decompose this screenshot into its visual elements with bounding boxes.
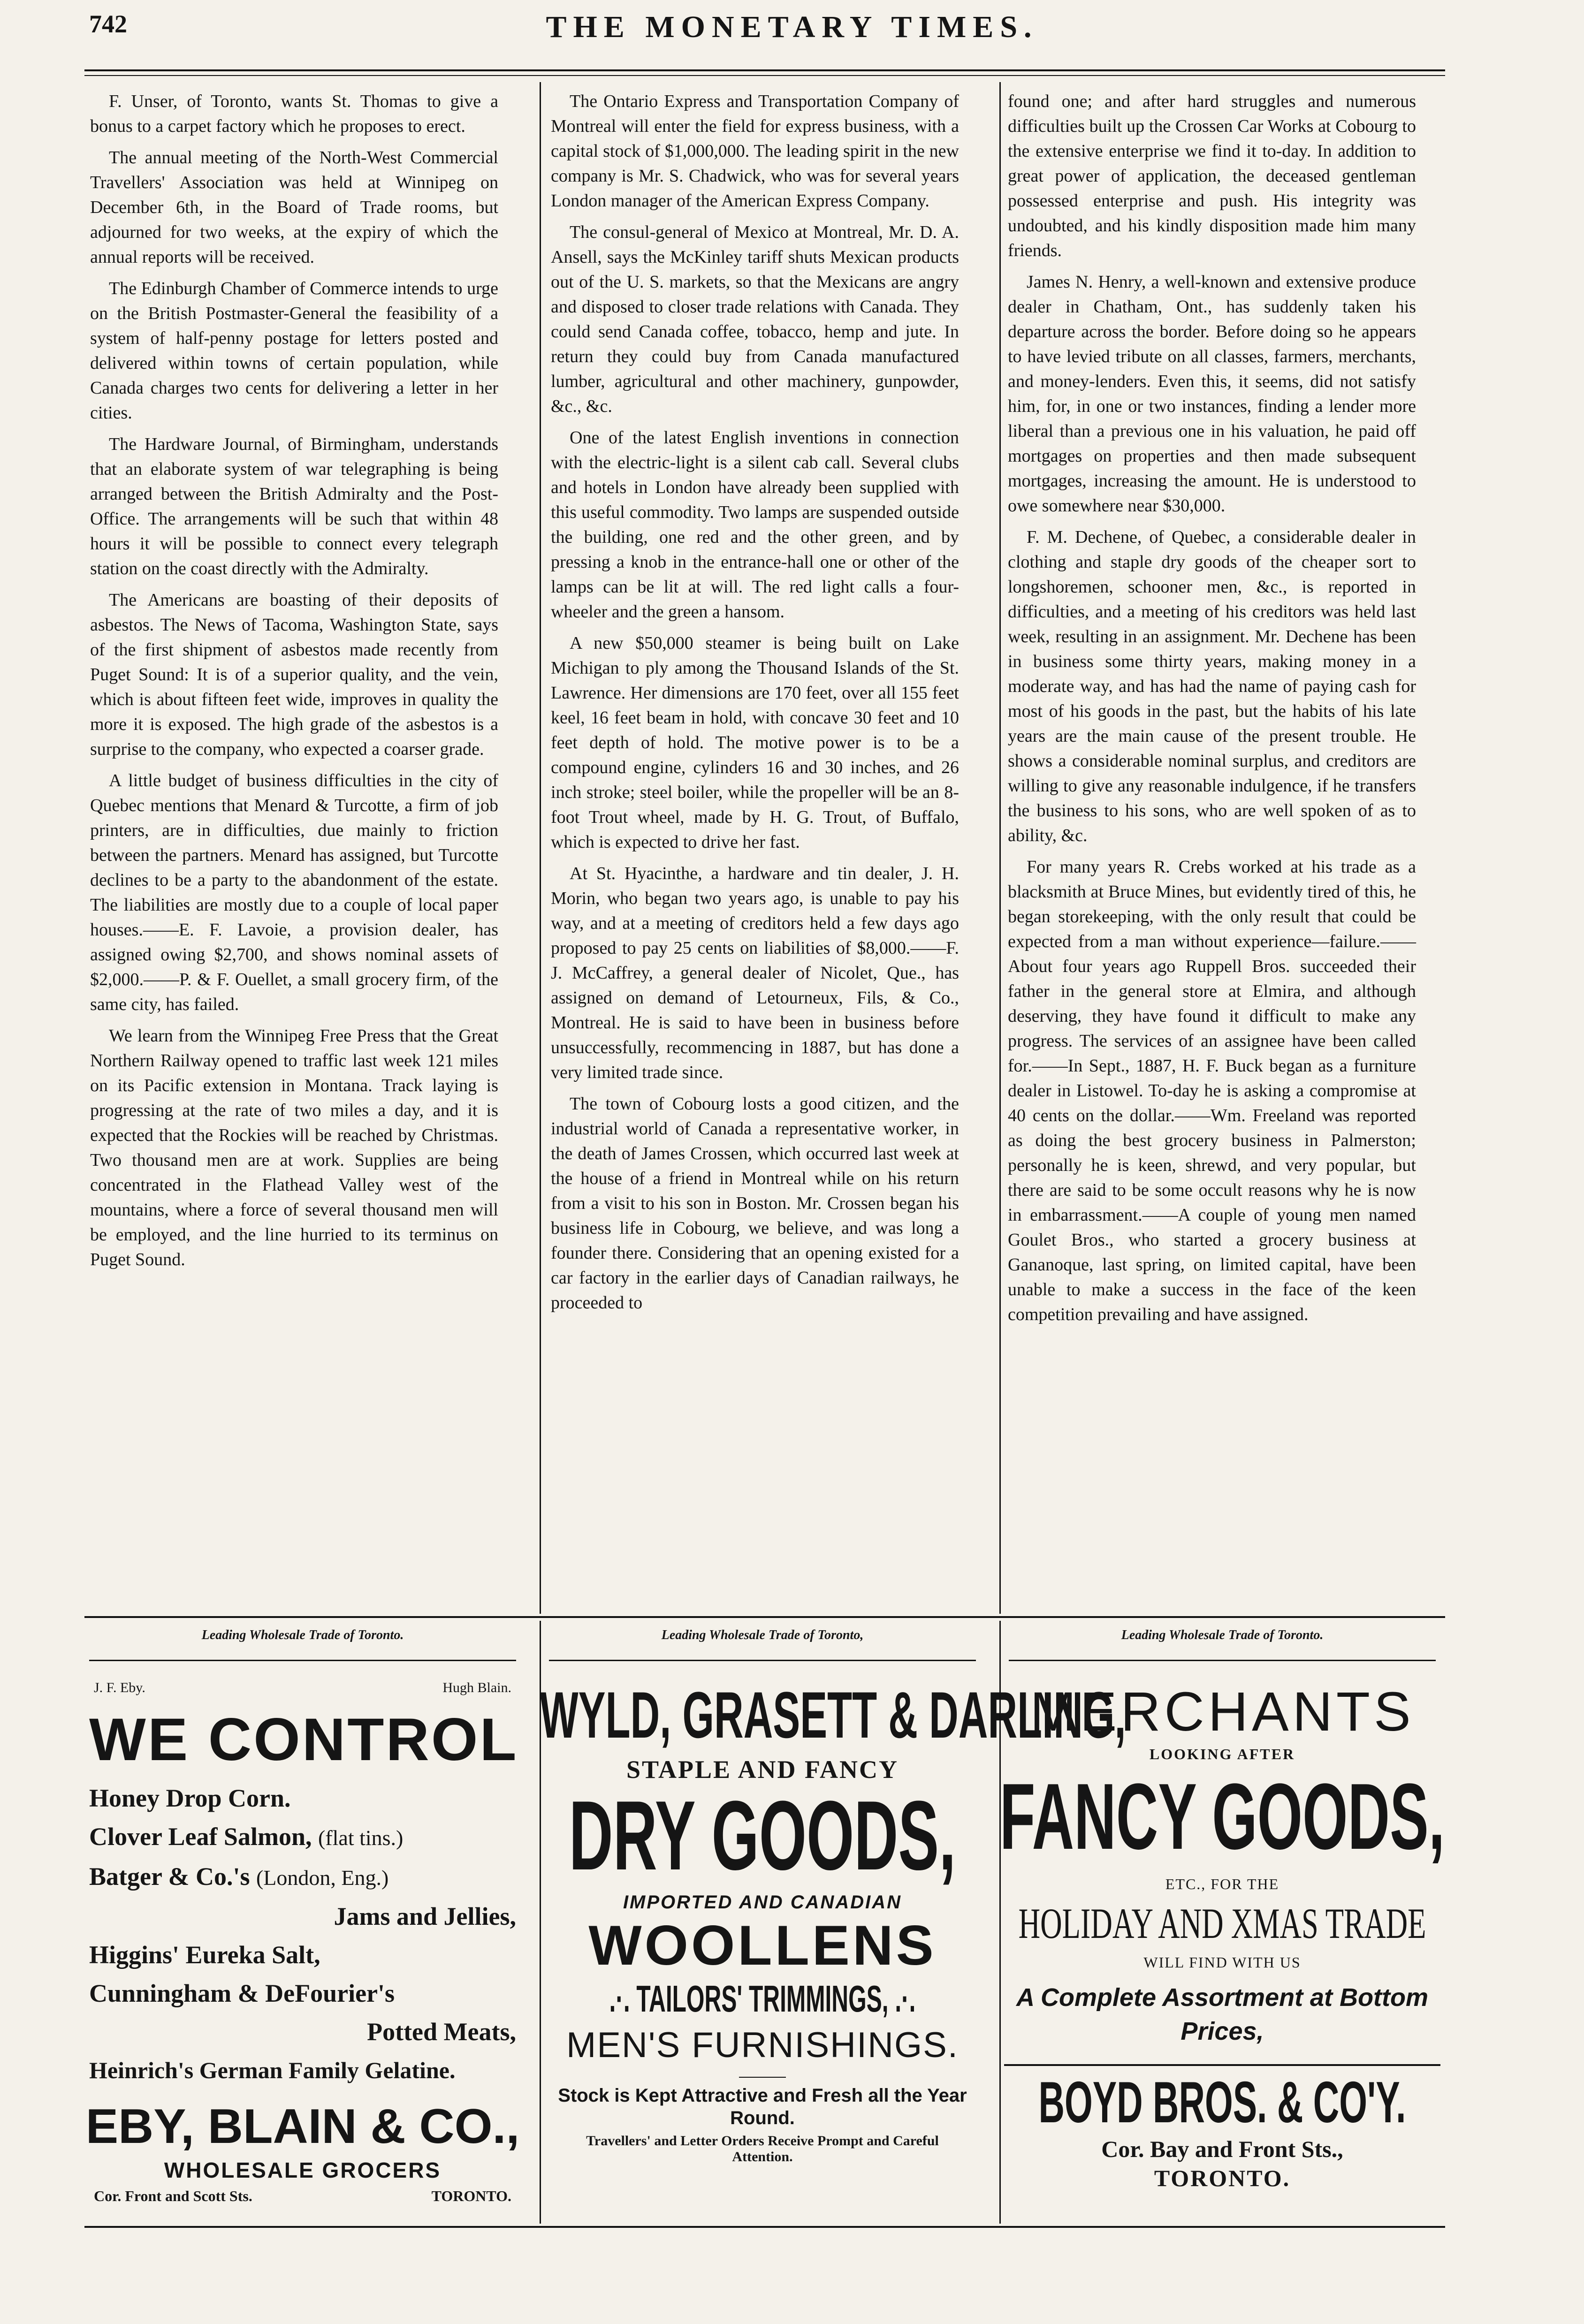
column-divider	[999, 82, 1001, 1614]
product-list	[84, 1779, 521, 2089]
product-item: Jams and Jellies,	[334, 1902, 516, 1930]
article-paragraph: F. Unser, of Toronto, wants St. Thomas to give a bonus to a carpet factory which he proposes to erect.	[90, 91, 498, 136]
footer-rule	[84, 2226, 1445, 2228]
advert-line: A Complete Assortment at Bottom Prices,	[1016, 1983, 1429, 2045]
advert-line: .·. TAILORS' TRIMMINGS, .·.	[609, 1978, 916, 2020]
address-left: Cor. Front and Scott Sts.	[94, 2187, 252, 2204]
advert-heading: Leading Wholesale Trade of Toronto,	[661, 1628, 864, 1642]
advert-rule	[84, 1616, 1445, 1618]
advert-line: MERCHANTS	[1030, 1681, 1415, 1743]
article-paragraph: For many years R. Crebs worked at his trade as a blacksmith at Bruce Mines, but evidently tired of this, he began storekeeping, with the only result that could be expected from a man without experience—failure.——About four years ago Ruppell Bros. succeeded their father in the general store at Elmira, and although deserving, they have found it difficult to make any progress. The services of an assignee have been called for.——In Sept., 1887, H. F. Buck began as a furniture dealer in Listowel. To-day he is asking a compromise at 40 cents on the dollar.——Wm. Freeland was reported as doing the best grocery business in Palmerston; personally he is keen, shrewd, and very popular, but there are said to be some occult reasons why he is now in embarrassment.——A couple of young men named Goulet Bros., who started a grocery business at Gananoque, last spring, on limited capital, have been unable to make a success in the face of the keen competition prevailing and have assigned.	[1008, 857, 1416, 1324]
advert-line: HOLIDAY AND XMAS TRADE	[1018, 1899, 1426, 1947]
advert-line: WOOLLENS	[588, 1914, 937, 1977]
article-paragraph: found one; and after hard struggles and numerous difficulties built up the Crossen Car Works at Cobourg to the extensive enterprise we find it to-day. In addition to great power of application, the deceased gentleman possessed enterprise and push. His integrity was undoubted, and his kindly disposition made him many friends.	[1008, 91, 1416, 260]
product-item: Clover Leaf Salmon, (flat tins.)	[89, 1823, 404, 1851]
column-divider	[540, 82, 541, 1614]
advert-line: IMPORTED AND CANADIAN	[623, 1892, 902, 1913]
advert-heading-rule	[1009, 1660, 1436, 1661]
column-3	[1008, 89, 1416, 1334]
product-item: Potted Meats,	[367, 2018, 516, 2046]
advert-heading: Leading Wholesale Trade of Toronto.	[1121, 1628, 1324, 1642]
partner-names	[84, 1680, 521, 1696]
advert-headline: WE CONTROL	[89, 1706, 518, 1773]
advert-subtitle: WHOLESALE GROCERS	[164, 2158, 442, 2182]
advert-heading-rule	[89, 1660, 516, 1661]
advert-divider	[1004, 2064, 1440, 2066]
article-paragraph: The consul-general of Mexico at Montreal, Mr. D. A. Ansell, says the McKinley tariff shuts Mexican products out of the U. S. markets, so that the Mexicans are angry and disposed to closer trade relations with Canada. They could send Canada coffee, tobacco, hemp and jute. In return they could buy from Canada manufactured lumber, agricultural and other machinery, gunpowder, &c., &c.	[551, 222, 959, 416]
partner-left: J. F. Eby.	[94, 1680, 145, 1695]
article-paragraph: A new $50,000 steamer is being built on Lake Michigan to ply among the Thousand Islands of the St. Lawrence. Her dimensions are 170 feet, over all 155 feet keel, 16 feet beam in hold, with concave 30 feet and 10 feet depth of hold. The motive power is to be a compound engine, cylinders 16 and 30 inches, and 26 inch stroke; steel boiler, while the propeller will be an 8-foot Trout wheel, made by H. G. Trout, of Buffalo, which is expected to drive her fast.	[551, 633, 959, 852]
advert-line: MEN'S FURNISHINGS.	[566, 2025, 959, 2065]
article-paragraph: The Edinburgh Chamber of Commerce intends to urge on the British Postmaster-General the feasibility of a system of half-penny postage for letters posted and delivered within towns of certain population, while Canada charges two cents for delivering a letter in her cities.	[90, 279, 498, 423]
advert-line: FANCY GOODS,	[999, 1764, 1445, 1869]
article-paragraph: The Americans are boasting of their deposits of asbestos. The News of Tacoma, Washington State, says of the first shipment of asbestos made recently from Puget Sound: It is of a superior quality, and the vein, which is about fifteen feet wide, improves in quality the more it is exposed. The high grade of the asbestos is a surprise to the company, who expected a coarser grade.	[90, 590, 498, 759]
header-rule	[84, 69, 1445, 71]
article-paragraph: One of the latest English inventions in connection with the electric-light is a silent cab call. Several clubs and hotels in London have already been supplied with this useful commodity. Two lamps are suspended outside the building, one red and the other green, and by pressing a knob in the entrance-hall one or other of the lamps can be lit at will. The red light calls a four-wheeler and the green a hansom.	[551, 428, 959, 622]
masthead-title: THE MONETARY TIMES.	[546, 10, 1038, 44]
advert-line: Travellers' and Letter Orders Receive Prompt and Careful Attention.	[586, 2133, 939, 2165]
advert-address: Cor. Bay and Front Sts.,	[1101, 2136, 1343, 2162]
column-1	[90, 89, 498, 1279]
article-paragraph: A little budget of business difficulties in the city of Quebec mentions that Menard & Turcotte, a firm of job printers, are in difficulties, due mainly to friction between the partners. Menard has assigned, but Turcotte declines to be a party to the abandonment of the estate. The liabilities are mostly due to a couple of local paper houses.——E. F. Lavoie, a provision dealer, has assigned owing $2,700, and shows nominal assets of $2,000.——P. & F. Ouellet, a small grocery firm, of the same city, has failed.	[90, 771, 498, 1014]
advert-line: LOOKING AFTER	[1149, 1746, 1295, 1762]
article-paragraph: James N. Henry, a well-known and extensive produce dealer in Chatham, Ont., has suddenly taken his departure across the border. Before doing so he appears to have levied tribute on all classes, farmers, merchants, and money-lenders. Even this, it seems, did not satisfy him, for, in one or two instances, finding a lender more liberal than a previous one in his valuation, he paid off mortgages on properties and then made subsequent mortgages, increasing the amount. He is understood to owe somewhere near $30,000.	[1008, 272, 1416, 516]
article-paragraph: We learn from the Winnipeg Free Press that the Great Northern Railway opened to traffic last week 121 miles on its Pacific extension in Montana. Track laying is progressing at the rate of two miles a day, and it is expected that the Rockies will be reached by Christmas. Two thousand men are at work. Supplies are being concentrated in the Flathead Valley west of the mountains, where a force of several thousand men will be employed, and the line hurried to its terminus on Puget Sound.	[90, 1026, 498, 1269]
advert-line: STAPLE AND FANCY	[626, 1755, 899, 1784]
advert-line: Stock is Kept Attractive and Fresh all the Year Round.	[558, 2085, 967, 2128]
article-paragraph: F. M. Dechene, of Quebec, a considerable dealer in clothing and staple dry goods of the cheaper sort to longshoremen, schooner men, &c., is reported in difficulties, and a meeting of his creditors was held last week, resulting in an assignment. Mr. Dechene has been in business some thirty years, making money in a moderate way, and has had the name of paying cash for most of his goods in the past, but the habits of his late years are the main cause of the present trouble. He shows a considerable nominal surplus, and creditors are willing to give any reasonable indulgence, if he transfers the business to his sons, who are well spoken of as to ability, &c.	[1008, 527, 1416, 845]
product-item: Cunningham & DeFourier's	[89, 1979, 395, 2007]
partner-right: Hugh Blain.	[442, 1680, 511, 1695]
advert-boyd-bros	[999, 1623, 1445, 2224]
advert-wyld-grasett	[540, 1623, 1126, 2224]
advert-heading-rule	[549, 1660, 976, 1661]
advert-line: WILL FIND WITH US	[1143, 1954, 1301, 1971]
page-number: 742	[89, 10, 127, 38]
header-rule-thin	[84, 75, 1445, 76]
advert-firm-name: BOYD BROS. & CO'Y.	[1038, 2070, 1406, 2135]
advert-eby-blain	[84, 1623, 521, 2224]
product-item: Batger & Co.'s (London, Eng.)	[89, 1862, 389, 1891]
advert-line: ETC., FOR THE	[1165, 1876, 1279, 1892]
article-paragraph: At St. Hyacinthe, a hardware and tin dealer, J. H. Morin, who began two years ago, is unable to pay his way, and at a meeting of creditors held a few days ago proposed to pay 25 cents on liabilities of $8,000.——F. J. McCaffrey, a general dealer of Nicolet, Que., has assigned on demand of Letourneux, Fils, & Co., Montreal. He is said to have been in business before unsuccessfully, recommencing in 1887, but has done a very limited trade since.	[551, 864, 959, 1082]
advert-firm-name: WYLD, GRASETT & DARLING,	[540, 1678, 1126, 1752]
article-paragraph: The town of Cobourg losts a good citizen, and the industrial world of Canada a representative worker, in the death of James Crossen, which occurred last week at the house of a friend in Montreal while on his return from a visit to his son in Boston. Mr. Crossen began his business life in Cobourg, we believe, and was long a founder there. Considering that an opening existed for a car factory in the earlier days of Canadian railways, he proceeded to	[551, 1094, 959, 1313]
advert-line: DRY GOODS,	[569, 1780, 956, 1891]
advert-firm-name: EBY, BLAIN & CO.,	[85, 2099, 520, 2154]
advert-divider	[739, 2077, 786, 2078]
address-right: TORONTO.	[431, 2187, 511, 2204]
advert-address: TORONTO.	[1154, 2165, 1291, 2191]
article-paragraph: The Ontario Express and Transportation Company of Montreal will enter the field for express business, with a capital stock of $1,000,000. The leading spirit in the new company is Mr. S. Chadwick, who was for several years London manager of the American Express Company.	[551, 91, 959, 211]
article-paragraph: The annual meeting of the North-West Commercial Travellers' Association was held at Winnipeg on December 6th, in the Board of Trade rooms, but adjourned for two weeks, at the expiry of which the annual reports will be received.	[90, 148, 498, 267]
product-item: Honey Drop Corn.	[89, 1784, 291, 1812]
advert-heading: Leading Wholesale Trade of Toronto.	[201, 1628, 404, 1642]
advert-address	[84, 2187, 521, 2205]
article-paragraph: The Hardware Journal, of Birmingham, understands that an elaborate system of war telegraphing is being arranged between the British Admiralty and the Post-Office. The arrangements will be such that within 48 hours it will be possible to connect every telegraph station on the coast directly with the Admiralty.	[90, 434, 498, 578]
column-2	[551, 89, 959, 1322]
product-item: Higgins' Eureka Salt,	[89, 1941, 320, 1969]
product-item: Heinrich's German Family Gelatine.	[89, 2057, 456, 2083]
